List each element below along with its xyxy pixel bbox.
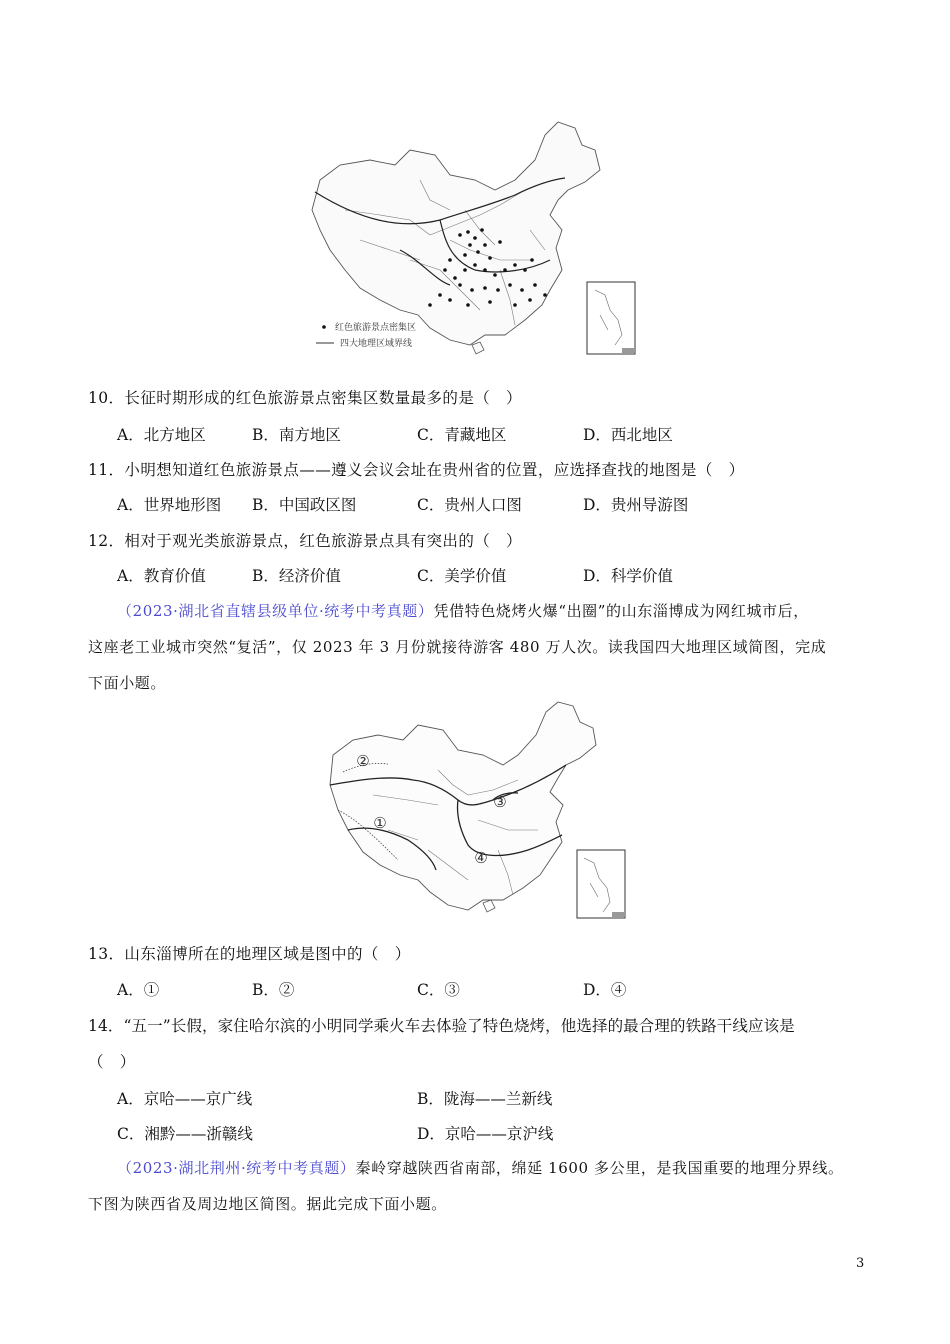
legend-dense-area: 红色旅游景点密集区 [335, 323, 417, 333]
q14-option-b[interactable]: B．陇海——兰新线 [417, 1090, 553, 1108]
legend-boundary-line: 四大地理区域界线 [340, 339, 413, 349]
region-label-4: ④ [474, 849, 488, 867]
q10-option-a[interactable]: A．北方地区 [117, 426, 206, 444]
q10-option-d[interactable]: D．西北地区 [583, 426, 673, 444]
q12-option-d[interactable]: D．科学价值 [583, 567, 673, 585]
q12-option-a[interactable]: A．教育价值 [117, 567, 206, 585]
q14-option-d[interactable]: D．京哈——京沪线 [417, 1125, 554, 1143]
region-label-1: ① [373, 814, 387, 832]
intro-1-line-1 [117, 600, 809, 621]
question-10: 10．长征时期形成的红色旅游景点密集区数量最多的是（ ） [88, 389, 522, 407]
intro-1-text: 凭借特色烧烤火爆“出圈”的山东淄博成为网红城市后， [433, 602, 809, 620]
q11-option-a[interactable]: A．世界地形图 [117, 496, 222, 514]
q12-option-c[interactable]: C．美学价值 [417, 567, 507, 585]
intro-2-line-1 [117, 1157, 844, 1178]
q14-option-c[interactable]: C．湘黔——浙赣线 [117, 1125, 253, 1143]
question-12: 12．相对于观光类旅游景点，红色旅游景点具有突出的（ ） [88, 532, 522, 550]
red-tourism-map [300, 120, 645, 360]
intro-1-line-3: 下面小题。 [88, 674, 167, 692]
q10-option-c[interactable]: C．青藏地区 [417, 426, 507, 444]
intro-1-line-2: 这座老工业城市突然“复活”，仅 2023 年 3 月份就接待游客 480 万人次。读我国四大地理区域简图，完成 [88, 638, 827, 656]
page-number: 3 [856, 1256, 865, 1271]
q13-option-a[interactable]: A．① [117, 981, 160, 999]
intro-2-source: （2023·湖北荆州·统考中考真题） [117, 1159, 356, 1177]
question-11: 11．小明想知道红色旅游景点——遵义会议会址在贵州省的位置，应选择查找的地图是（ ） [88, 461, 745, 479]
question-14-paren: （ ） [88, 1053, 136, 1071]
intro-1-source: （2023·湖北省直辖县级单位·统考中考真题） [117, 602, 434, 620]
intro-2-line-2: 下图为陕西省及周边地区简图。据此完成下面小题。 [88, 1195, 447, 1213]
q13-option-c[interactable]: C．③ [417, 981, 460, 999]
region-label-3: ③ [493, 793, 507, 811]
q13-option-b[interactable]: B．② [252, 981, 295, 999]
question-13: 13．山东淄博所在的地理区域是图中的（ ） [88, 945, 411, 963]
intro-2-text: 秦岭穿越陕西省南部，绵延 1600 多公里，是我国重要的地理分界线。 [355, 1159, 844, 1177]
region-label-2: ② [356, 752, 370, 770]
q12-option-b[interactable]: B．经济价值 [252, 567, 341, 585]
q11-option-c[interactable]: C．贵州人口图 [417, 496, 522, 514]
question-14: 14．“五一”长假，家住哈尔滨的小明同学乘火车去体验了特色烧烤，他选择的最合理的铁路干线应该是 [88, 1017, 795, 1035]
q10-option-b[interactable]: B．南方地区 [252, 426, 341, 444]
q14-option-a[interactable]: A．京哈——京广线 [117, 1090, 253, 1108]
q11-option-b[interactable]: B．中国政区图 [252, 496, 357, 514]
q11-option-d[interactable]: D．贵州导游图 [583, 496, 689, 514]
q13-option-d[interactable]: D．④ [583, 981, 627, 999]
four-regions-map [318, 700, 638, 925]
